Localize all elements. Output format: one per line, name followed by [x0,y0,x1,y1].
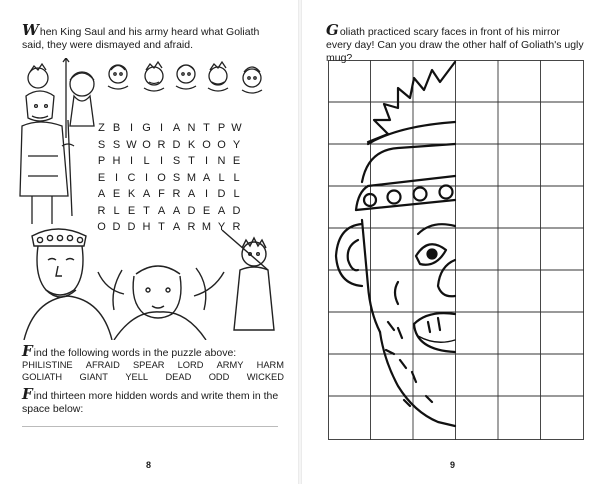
wordsearch-cell: A [172,221,181,233]
word-list-row [22,359,284,371]
wordsearch-row [94,155,244,172]
wordsearch-cell: L [143,155,150,167]
right-page [302,0,600,484]
wordsearch-cell: K [127,188,136,200]
word-list-item: GOLIATH [22,372,63,382]
wordsearch-row [94,139,244,156]
word-list-item: HARM [256,360,284,370]
word-list-item: PHILISTINE [22,360,73,370]
wordsearch-cell: N [187,122,196,134]
wordsearch-cell: E [202,204,211,217]
wordsearch-cell: D [217,188,226,200]
wordsearch-cell: W [126,138,137,151]
wordsearch-cell: L [113,204,120,217]
page-number-left: 8 [146,460,152,470]
wordsearch-cell: A [142,188,151,200]
wordsearch-cell: D [187,204,196,217]
drawing-grid[interactable] [328,60,584,440]
answer-writing-line[interactable] [22,426,278,427]
wordsearch-cell: O [202,138,211,151]
wordsearch-cell: K [187,138,196,151]
wordsearch-cell: E [232,155,241,167]
find2-dropcap: F [22,385,33,403]
wordsearch-cell: R [172,188,181,200]
wordsearch-cell: N [217,155,226,167]
left-intro-dropcap: W [22,21,39,39]
wordsearch-cell: I [129,155,134,167]
wordsearch-cell: G [142,122,151,134]
wordsearch-cell: T [158,221,165,233]
right-intro-text [326,21,588,65]
wordsearch-cell: Y [232,138,241,151]
wordsearch-cell: E [127,204,136,217]
wordsearch-cell: A [157,204,166,217]
wordsearch-cell: S [112,138,121,151]
find-words-instruction [22,342,284,360]
left-page [0,0,298,484]
wordsearch-cell: T [188,155,195,167]
wordsearch-cell: S [172,155,181,167]
wordsearch-row [94,172,244,189]
wordsearch-cell: O [142,138,151,151]
hidden-words-instruction [22,385,284,416]
wordsearch-cell: I [159,122,164,134]
hidden-words-body: ind thirteen more hidden words and write them in the space below: [22,390,279,415]
wordsearch-cell: R [232,221,241,233]
word-list-item: WICKED [246,372,284,382]
wordsearch-cell: L [218,171,225,184]
wordsearch-cell: O [97,221,106,233]
wordsearch-cell: E [112,188,121,200]
word-list-item: ODD [208,372,230,382]
wordsearch-cell: A [172,122,181,134]
wordsearch-row [94,188,244,205]
wordsearch-cell: O [217,138,226,151]
wordsearch-cell: D [172,138,181,151]
right-intro-dropcap: G [326,21,339,39]
wordsearch-cell: A [187,188,196,200]
wordsearch-cell: E [97,171,106,184]
wordsearch-cell: S [97,138,106,151]
page-number-right: 9 [450,460,456,470]
soldiers-illustration-bottom [18,210,280,340]
wordsearch-cell: W [231,122,242,134]
wordsearch-cell: R [187,221,196,233]
wordsearch-cell: D [112,221,121,233]
word-list-item: ARMY [216,360,244,370]
wordsearch-cell: L [233,188,240,200]
wordsearch-cell: T [203,122,210,134]
wordsearch-cell: R [97,204,106,217]
wordsearch-cell: M [201,221,212,233]
wordsearch-cell: I [159,155,164,167]
wordsearch-cell: M [186,171,197,184]
wordsearch-cell: I [204,155,209,167]
wordsearch-cell: R [157,138,166,151]
wordsearch-cell: T [143,204,150,217]
wordsearch-cell: P [97,155,106,167]
word-list-item: LORD [177,360,204,370]
wordsearch-cell: A [172,204,181,217]
wordsearch-cell: H [142,221,151,233]
wordsearch-cell: C [127,171,136,184]
word-list-item: YELL [125,372,149,382]
wordsearch-cell: A [202,171,211,184]
wordsearch-cell: Z [98,122,105,134]
wordsearch-cell: D [127,221,136,233]
left-intro-text [22,21,282,52]
wordsearch-cell: A [97,188,106,200]
wordsearch-row [94,122,244,139]
wordsearch-cell: O [157,171,166,184]
wordsearch-cell: I [129,122,134,134]
word-list-item: GIANT [79,372,108,382]
wordsearch-cell: L [233,171,240,184]
word-list-row [22,371,284,383]
right-intro-body: oliath practiced scary faces in front of his mirror every day! Can you draw the other half of Goliath's ugly mug? [326,26,584,64]
wordsearch-cell: P [217,122,226,134]
word-list-item: DEAD [165,372,192,382]
wordsearch-cell: D [232,204,241,217]
goliath-half-face-icon [328,60,584,440]
soldier-illustration-left [18,86,90,226]
wordsearch-cell: B [112,122,121,134]
wordsearch-cell: I [114,171,119,184]
left-intro-body: hen King Saul and his army heard what Goliath said, they were dismayed and afraid. [22,26,260,51]
wordsearch-cell: Y [217,221,226,233]
find-instruction-body: ind the following words in the puzzle above: [33,347,237,359]
wordsearch-cell: F [158,188,165,200]
wordsearch-cell: I [144,171,149,184]
wordsearch-cell: S [172,171,181,184]
wordsearch-cell: A [217,204,226,217]
find-dropcap: F [22,342,33,360]
wordsearch-cell: I [204,188,209,200]
word-list-item: AFRAID [85,360,120,370]
word-list-item: SPEAR [132,360,165,370]
wordsearch-cell: H [112,155,121,167]
word-list [22,359,284,383]
